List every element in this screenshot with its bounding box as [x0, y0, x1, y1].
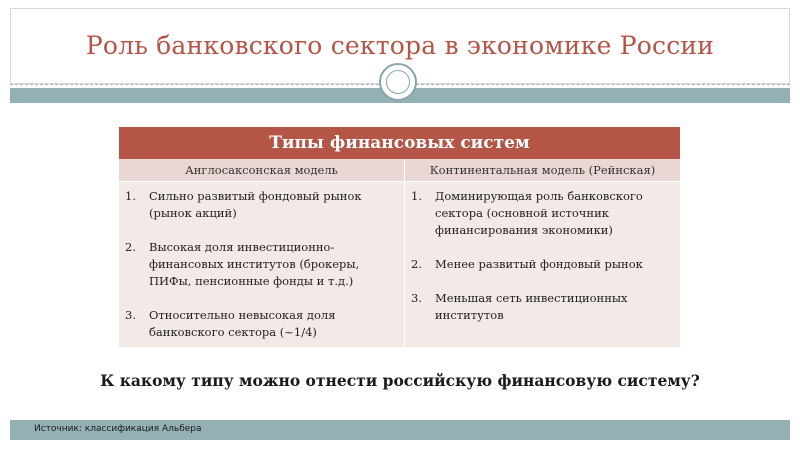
source-note: Источник: классификация Альбера [34, 424, 202, 434]
continental-cell [405, 182, 681, 348]
list-item-text: Доминирующая роль банковского сектора (основной источник финансирования экономики) [435, 189, 643, 237]
question-text: К какому типу можно отнести российскую финансовую систему? [100, 371, 700, 390]
table-row [119, 182, 680, 348]
list-item-text: Меньшая сеть инвестиционных институтов [435, 291, 628, 322]
list-number: 1. [411, 189, 422, 203]
list-item-text: Менее развитый фондовый рынок [435, 257, 643, 271]
anglo-saxon-list [123, 188, 400, 341]
list-item [409, 290, 676, 324]
footer-band [10, 420, 790, 440]
column-header-anglo-saxon: Англосаксонская модель [119, 159, 405, 182]
slide-title: Роль банковского сектора в экономике России [85, 31, 715, 60]
list-item [123, 239, 400, 290]
continental-list [409, 188, 676, 324]
list-number: 3. [411, 291, 422, 305]
list-number: 1. [125, 189, 136, 203]
list-item-text: Высокая доля инвестиционно-финансовых институтов (брокеры, ПИФы, пенсионные фонды и т.д.) [149, 240, 360, 288]
decorative-circle-icon [379, 63, 417, 101]
list-item-text: Относительно невысокая доля банковского сектора (~1/4) [149, 308, 336, 339]
list-number: 3. [125, 308, 136, 322]
table-subheader-row [119, 159, 680, 182]
list-item-text: Сильно развитый фондовый рынок (рынок акций) [149, 189, 362, 220]
list-item [123, 188, 400, 222]
financial-systems-table [119, 127, 680, 347]
list-item [409, 256, 676, 273]
table-header-row [119, 127, 680, 159]
anglo-saxon-cell [119, 182, 405, 348]
column-header-continental: Континентальная модель (Рейнская) [405, 159, 681, 182]
list-number: 2. [411, 257, 422, 271]
list-item [409, 188, 676, 239]
list-item [123, 307, 400, 341]
table-header: Типы финансовых систем [119, 127, 680, 159]
list-number: 2. [125, 240, 136, 254]
